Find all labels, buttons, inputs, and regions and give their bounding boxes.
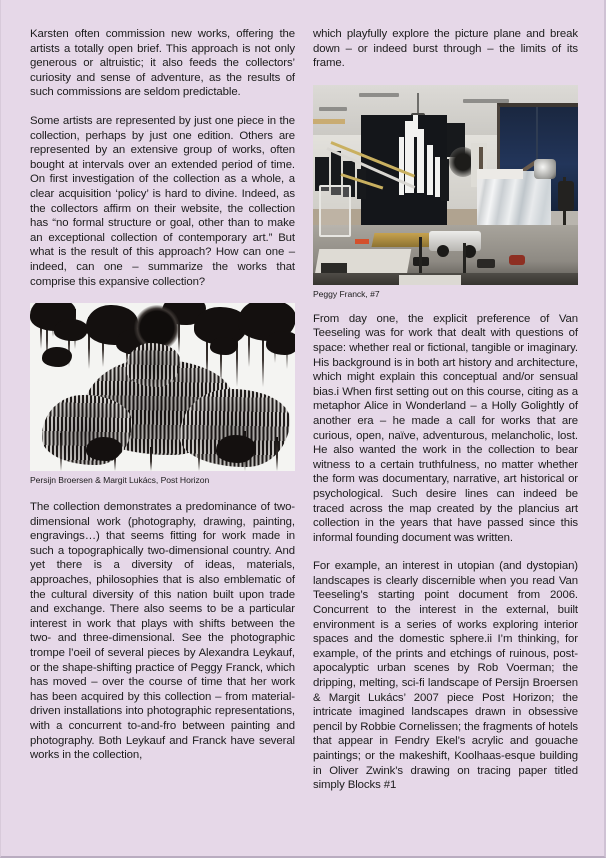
left-column: [30, 27, 295, 793]
photo-peggy-franck-image: [313, 85, 578, 285]
paragraph-utopian-landscapes: For example, an interest in utopian (and dystopian) landscapes is clearly discernible when you read Van Teeseling’s starting point document from 2006. Concurrent to the interest in the external, built environment is a series of works exploring interior spaces and the domestic sphere.ii I’m thinking, for example, of the prints and etchings of ruinous, post-apocalyptic urban scenes by Rob Voerman; the dripping, melting, sci-fi landscape of Persijn Broersen & Margit Lukács’ 2007 piece Post Horizon; the intricate imagined landscapes drawn in obsessive pencil by Robbie Cornelissen; the fragments of hotels that appear in Fendry Ekel’s acrylic and gouache paintings; or the makeshift, Koolhaas-esque building in Oliver Zwink’s drawing on tracing paper titled simply Blocks #1: [313, 560, 578, 792]
paragraph-artist-representation: Some artists are represented by just one piece in the collection, perhaps by just one edition. Others are represented by an extensive group of works, often bought at intervals over an extended period of time. On first investigation of the collection as a whole, a clear acquisition ‘policy’ is hard to divine. Indeed, as the collectors affirm on their website, the collection has “no formal structure or goal, other than to make an exceptional collection of contemporary art.” But what is the result of this approach? How can one – indeed, can one – summarize the works that comprise this expansive collection?: [30, 114, 295, 288]
paragraph-picture-plane: which playfully explore the picture plane and break down – or indeed burst through – the limits of its frame.: [313, 28, 578, 70]
paragraph-karsten-commissions: Karsten often commission new works, offering the artists a totally open brief. This approach is not only generous or altruistic; it also feeds the collectors’ curiosity and sense of adventure, as the results of such commissions are seldom predictable.: [30, 28, 295, 99]
paragraph-two-dimensional-work: The collection demonstrates a predominance of two-dimensional work (photography, drawing, painting, engravings…) that seems fitting for work made in such a topographically two-dimensional country. And yet there is a diversity of ideas, materials, approaches, philosophies that is also emblematic of the cultural diversity of this nation built upon trade and exchange. There also seems to be a particular interest in work that plays with shifts between the two- and three-dimensional. See the photographic trompe l’oeil of several pieces by Alexandra Leykauf, or the shape-shifting practice of Peggy Franck, which has moved – over the course of time that her work has been acquired by this collection – from material-driven installations into photographic representations, with a concurrent to-and-fro between painting and photography. Both Leykauf and Franck have several works in the collection,: [30, 501, 295, 762]
figure-peggy-franck: [313, 85, 578, 300]
figure-caption-peggy-franck: Peggy Franck, #7: [313, 288, 380, 299]
two-column-layout: [30, 27, 578, 793]
figure-post-horizon: [30, 303, 295, 486]
right-column: [313, 27, 578, 793]
paragraph-van-teeseling-space: From day one, the explicit preference of Van Teeseling was for work that dealt with questions of space: whether real or fictional, tangible or imaginary. His background is in both art history and architecture, which might explain this conceptual and/or sensual bias.i When first setting out on this course, citing as a metaphor Alice in Wonderland – a Holly Golightly of another era – he made a call for works that are curious, open, naïve, adventurous, melancholic, lost. He also wanted the work in the collection to bear witness to a certain truthfulness, no matter whether the form was documentary, narrative, art historical or psychological. Such desire lines can indeed be traced across the map created by the plancius art collection in the years that have passed since this informal founding document was written.: [313, 312, 578, 544]
artwork-post-horizon-image: [30, 303, 295, 471]
figure-caption-post-horizon: Persijn Broersen & Margit Lukács, Post Horizon: [30, 475, 210, 486]
